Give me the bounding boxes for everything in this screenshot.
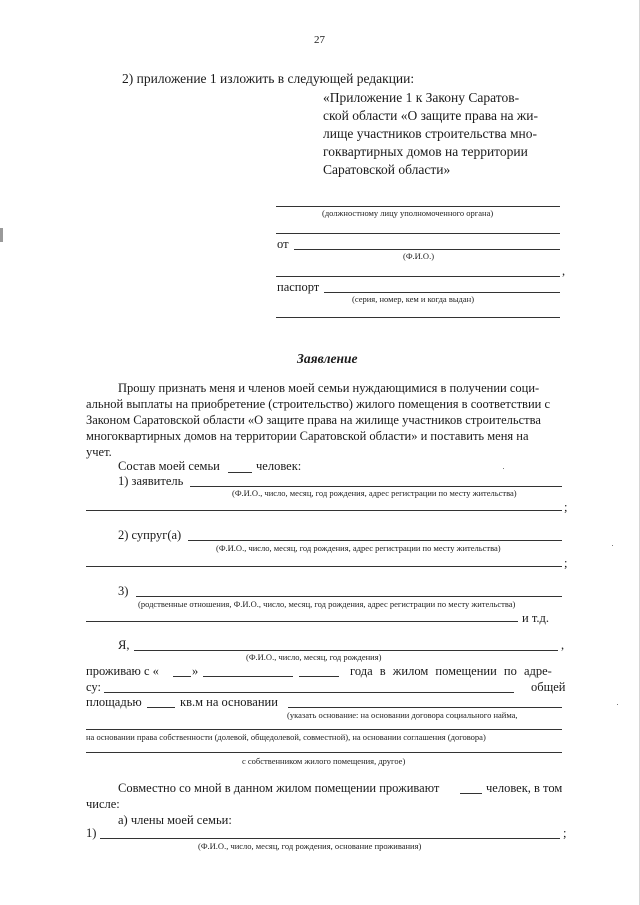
passport-line[interactable] (324, 292, 560, 293)
request-line: многоквартирных домов на территории Саратовской области» и поставить меня на (86, 429, 529, 443)
official-caption: (должностному лицу уполномоченного органа) (322, 208, 494, 218)
document-title: Заявление (297, 351, 358, 366)
spouse-label: 2) супруг(а) (118, 528, 182, 542)
basis-line-2[interactable] (86, 729, 562, 730)
self-line[interactable] (134, 650, 558, 651)
relative-line-2[interactable] (86, 621, 518, 622)
request-line: учет. (86, 445, 112, 459)
member-caption: (Ф.И.О., число, месяц, год рождения, основание проживания) (198, 841, 422, 851)
passport-line-2[interactable] (276, 317, 560, 318)
area-unit: кв.м на основании (180, 695, 278, 709)
live-day-field[interactable] (173, 676, 191, 677)
scan-speck (612, 545, 613, 546)
applicant-line-2[interactable] (86, 510, 562, 511)
request-line: Прошу признать меня и членов моей семьи нуждающимися в получении соци- (118, 381, 540, 395)
spouse-caption: (Ф.И.О., число, месяц, год рождения, адрес регистрации по месту жительства) (216, 543, 501, 553)
annex-line: «Приложение 1 к Закону Саратов- (323, 90, 520, 105)
family-count-label: Состав моей семьи (118, 459, 220, 473)
passport-label: паспорт (277, 280, 320, 294)
basis-line-3[interactable] (86, 752, 562, 753)
basis-caption-1: (указать основание: на основании договора социального найма, (287, 710, 518, 720)
relative-end: и т.д. (522, 611, 549, 625)
member-line[interactable] (100, 838, 560, 839)
self-label: Я, (118, 638, 130, 652)
applicant-label: 1) заявитель (118, 474, 184, 488)
scan-speck (617, 704, 618, 705)
self-caption: (Ф.И.О., число, месяц, год рождения) (246, 652, 382, 662)
spouse-end: ; (564, 556, 568, 570)
spouse-line[interactable] (188, 540, 562, 541)
basis-line[interactable] (288, 707, 562, 708)
live-year-field[interactable] (299, 676, 339, 677)
page-number: 27 (314, 34, 325, 46)
annex-line: Саратовской области» (323, 162, 451, 177)
annex-line: гоквартирных домов на территории (323, 144, 528, 159)
cohab-count-field[interactable] (460, 793, 482, 794)
area-label: площадью (86, 695, 142, 709)
request-line: альной выплаты на приобретение (строительство) жилого помещения в соответствии с (86, 397, 551, 411)
relative-line[interactable] (136, 596, 562, 597)
official-name-line-2[interactable] (276, 233, 560, 234)
members-label: а) члены моей семьи: (118, 813, 232, 827)
from-fio-line[interactable] (294, 249, 560, 250)
annex-line: ской области «О защите права на жи- (323, 108, 538, 123)
fio-caption: (Ф.И.О.) (403, 251, 435, 261)
family-count-suffix: человек: (256, 459, 302, 473)
request-line: Законом Саратовской области «О защите права на жилище участников строительства (86, 413, 541, 427)
basis-caption-2: на основании права собственности (долевой, общедолевой, совместной), на основании соглашения (договора) (86, 732, 486, 742)
member-end: ; (563, 826, 567, 840)
total-label: общей (531, 680, 566, 694)
area-field[interactable] (147, 707, 175, 708)
relative-caption: (родственные отношения, Ф.И.О., число, месяц, год рождения, адрес регистрации по месту жительства) (138, 599, 516, 609)
passport-caption: (серия, номер, кем и когда выдан) (352, 294, 475, 304)
spouse-line-2[interactable] (86, 566, 562, 567)
cohab-suffix: человек, в том (486, 781, 563, 795)
amendment-intro: 2) приложение 1 изложить в следующей редакции: (122, 71, 415, 86)
live-quote: » (192, 664, 199, 678)
comma: , (562, 264, 566, 278)
self-comma: , (561, 638, 565, 652)
applicant-end: ; (564, 500, 568, 514)
address-line[interactable] (104, 692, 514, 693)
basis-caption-3: с собственником жилого помещения, другое) (242, 756, 406, 766)
applicant-caption: (Ф.И.О., число, месяц, год рождения, адрес регистрации по месту жительства) (232, 488, 517, 498)
official-name-line[interactable] (276, 206, 560, 207)
from-label: от (277, 237, 289, 251)
live-month-field[interactable] (203, 676, 293, 677)
member-item-label: 1) (86, 826, 97, 840)
cohab-text: Совместно со мной в данном жилом помещении проживают (118, 781, 440, 795)
scan-speck (503, 468, 504, 469)
scan-edge-mark (0, 228, 3, 242)
family-count-field[interactable] (228, 472, 252, 473)
live-rest: года в жилом помещении по адре- (350, 664, 552, 678)
annex-line: лище участников строительства мно- (323, 126, 538, 141)
relative-label: 3) (118, 584, 129, 598)
live-since-label: проживаю с « (86, 664, 159, 678)
from-fio-line-2[interactable] (276, 276, 560, 277)
address-label: су: (86, 680, 101, 694)
applicant-line[interactable] (190, 486, 562, 487)
cohab-line2: числе: (86, 797, 120, 811)
